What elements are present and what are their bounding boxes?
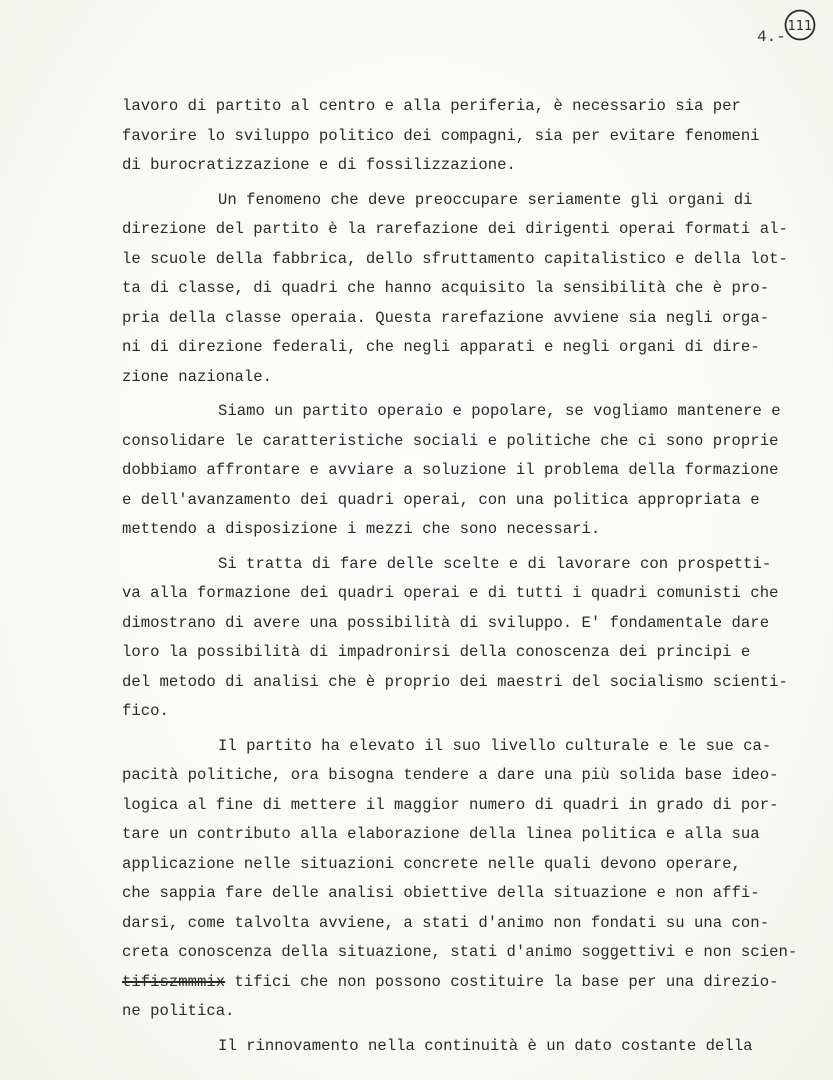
stamp-number: 111 — [787, 19, 813, 34]
text-line: di burocratizzazione e di fossilizzazione. — [122, 156, 516, 174]
text-line: logica al fine di mettere il maggior numero di quadri in grado di por- — [122, 795, 779, 814]
text-line: Il partito ha elevato il suo livello culturale e le sue ca- — [218, 736, 772, 755]
paragraph-4 — [122, 550, 812, 727]
paragraph-2 — [122, 186, 812, 393]
text-line: creta conoscenza della situazione, stati d'animo soggettivi e non scien- — [122, 943, 798, 961]
text-line: Si tratta di fare delle scelte e di lavorare con prospetti- — [218, 554, 772, 573]
text-line: e dell'avanzamento dei quadri operai, con una politica appropriata e — [122, 490, 760, 509]
text-line: dimostrano di avere una possibilità di sviluppo. E' fondamentale dare — [122, 613, 770, 632]
text-line: pria della classe operaia. Questa rarefazione avviene sia negli orga- — [122, 308, 770, 327]
paragraph-3 — [122, 397, 812, 545]
text-line: Il rinnovamento nella continuità è un dato costante della — [218, 1036, 753, 1055]
text-line: ta di classe, di quadri che hanno acquisito la sensibilità che è pro- — [122, 279, 770, 297]
text-line: mettendo a disposizione i mezzi che sono necessari. — [122, 520, 601, 538]
text-line: favorire lo sviluppo politico dei compagni, sia per evitare fenomeni — [122, 126, 760, 145]
text-line: applicazione nelle situazioni concrete nelle quali devono operare, — [122, 854, 741, 873]
text-line: va alla formazione dei quadri operai e di tutti i quadri comunisti che — [122, 584, 779, 602]
text-line: Un fenomeno che deve preoccupare seriamente gli organi di — [218, 190, 753, 209]
page-stamp-circle — [783, 8, 817, 42]
text-line: consolidare le caratteristiche sociali e politiche che ci sono proprie — [122, 431, 779, 450]
text-segment: tifici che non possono costituire la base per una direzio- — [225, 972, 779, 991]
text-line: le scuole della fabbrica, dello sfruttamento capitalistico e della lot- — [122, 249, 788, 268]
paragraph-6 — [122, 1032, 812, 1062]
text-line: Siamo un partito operaio e popolare, se vogliamo mantenere e — [218, 402, 781, 420]
text-line: pacità politiche, ora bisogna tendere a dare una più solida base ideo- — [122, 766, 779, 784]
text-line: ne politica. — [122, 1002, 235, 1020]
text-line: lavoro di partito al centro e alla periferia, è necessario sia per — [122, 97, 741, 115]
text-line: ni di direzione federali, che negli apparati e negli organi di dire- — [122, 338, 760, 356]
text-line: che sappia fare delle analisi obiettive della situazione e non affi- — [122, 884, 760, 902]
text-line: direzione del partito è la rarefazione dei dirigenti operai formati al- — [122, 220, 788, 238]
text-line: fico. — [122, 702, 169, 720]
body-text — [122, 92, 812, 1061]
text-line-with-strike — [122, 968, 812, 998]
text-line: tare un contributo alla elaborazione della linea politica e alla sua — [122, 825, 760, 843]
text-line: darsi, come talvolta avviene, a stati d'animo non fondati su una con- — [122, 913, 770, 932]
struck-out-text: tifiszmmmix — [122, 972, 226, 991]
page-number: 4.- — [757, 28, 786, 46]
text-line: loro la possibilità di impadronirsi della conoscenza dei principi e — [122, 643, 751, 661]
text-line: dobbiamo affrontare e avviare a soluzione il problema della formazione — [122, 461, 779, 479]
text-line: del metodo di analisi che è proprio dei maestri del socialismo scienti- — [122, 672, 788, 691]
paragraph-5 — [122, 732, 812, 1027]
text-line: zione nazionale. — [122, 367, 273, 386]
paragraph-1 — [122, 92, 812, 181]
